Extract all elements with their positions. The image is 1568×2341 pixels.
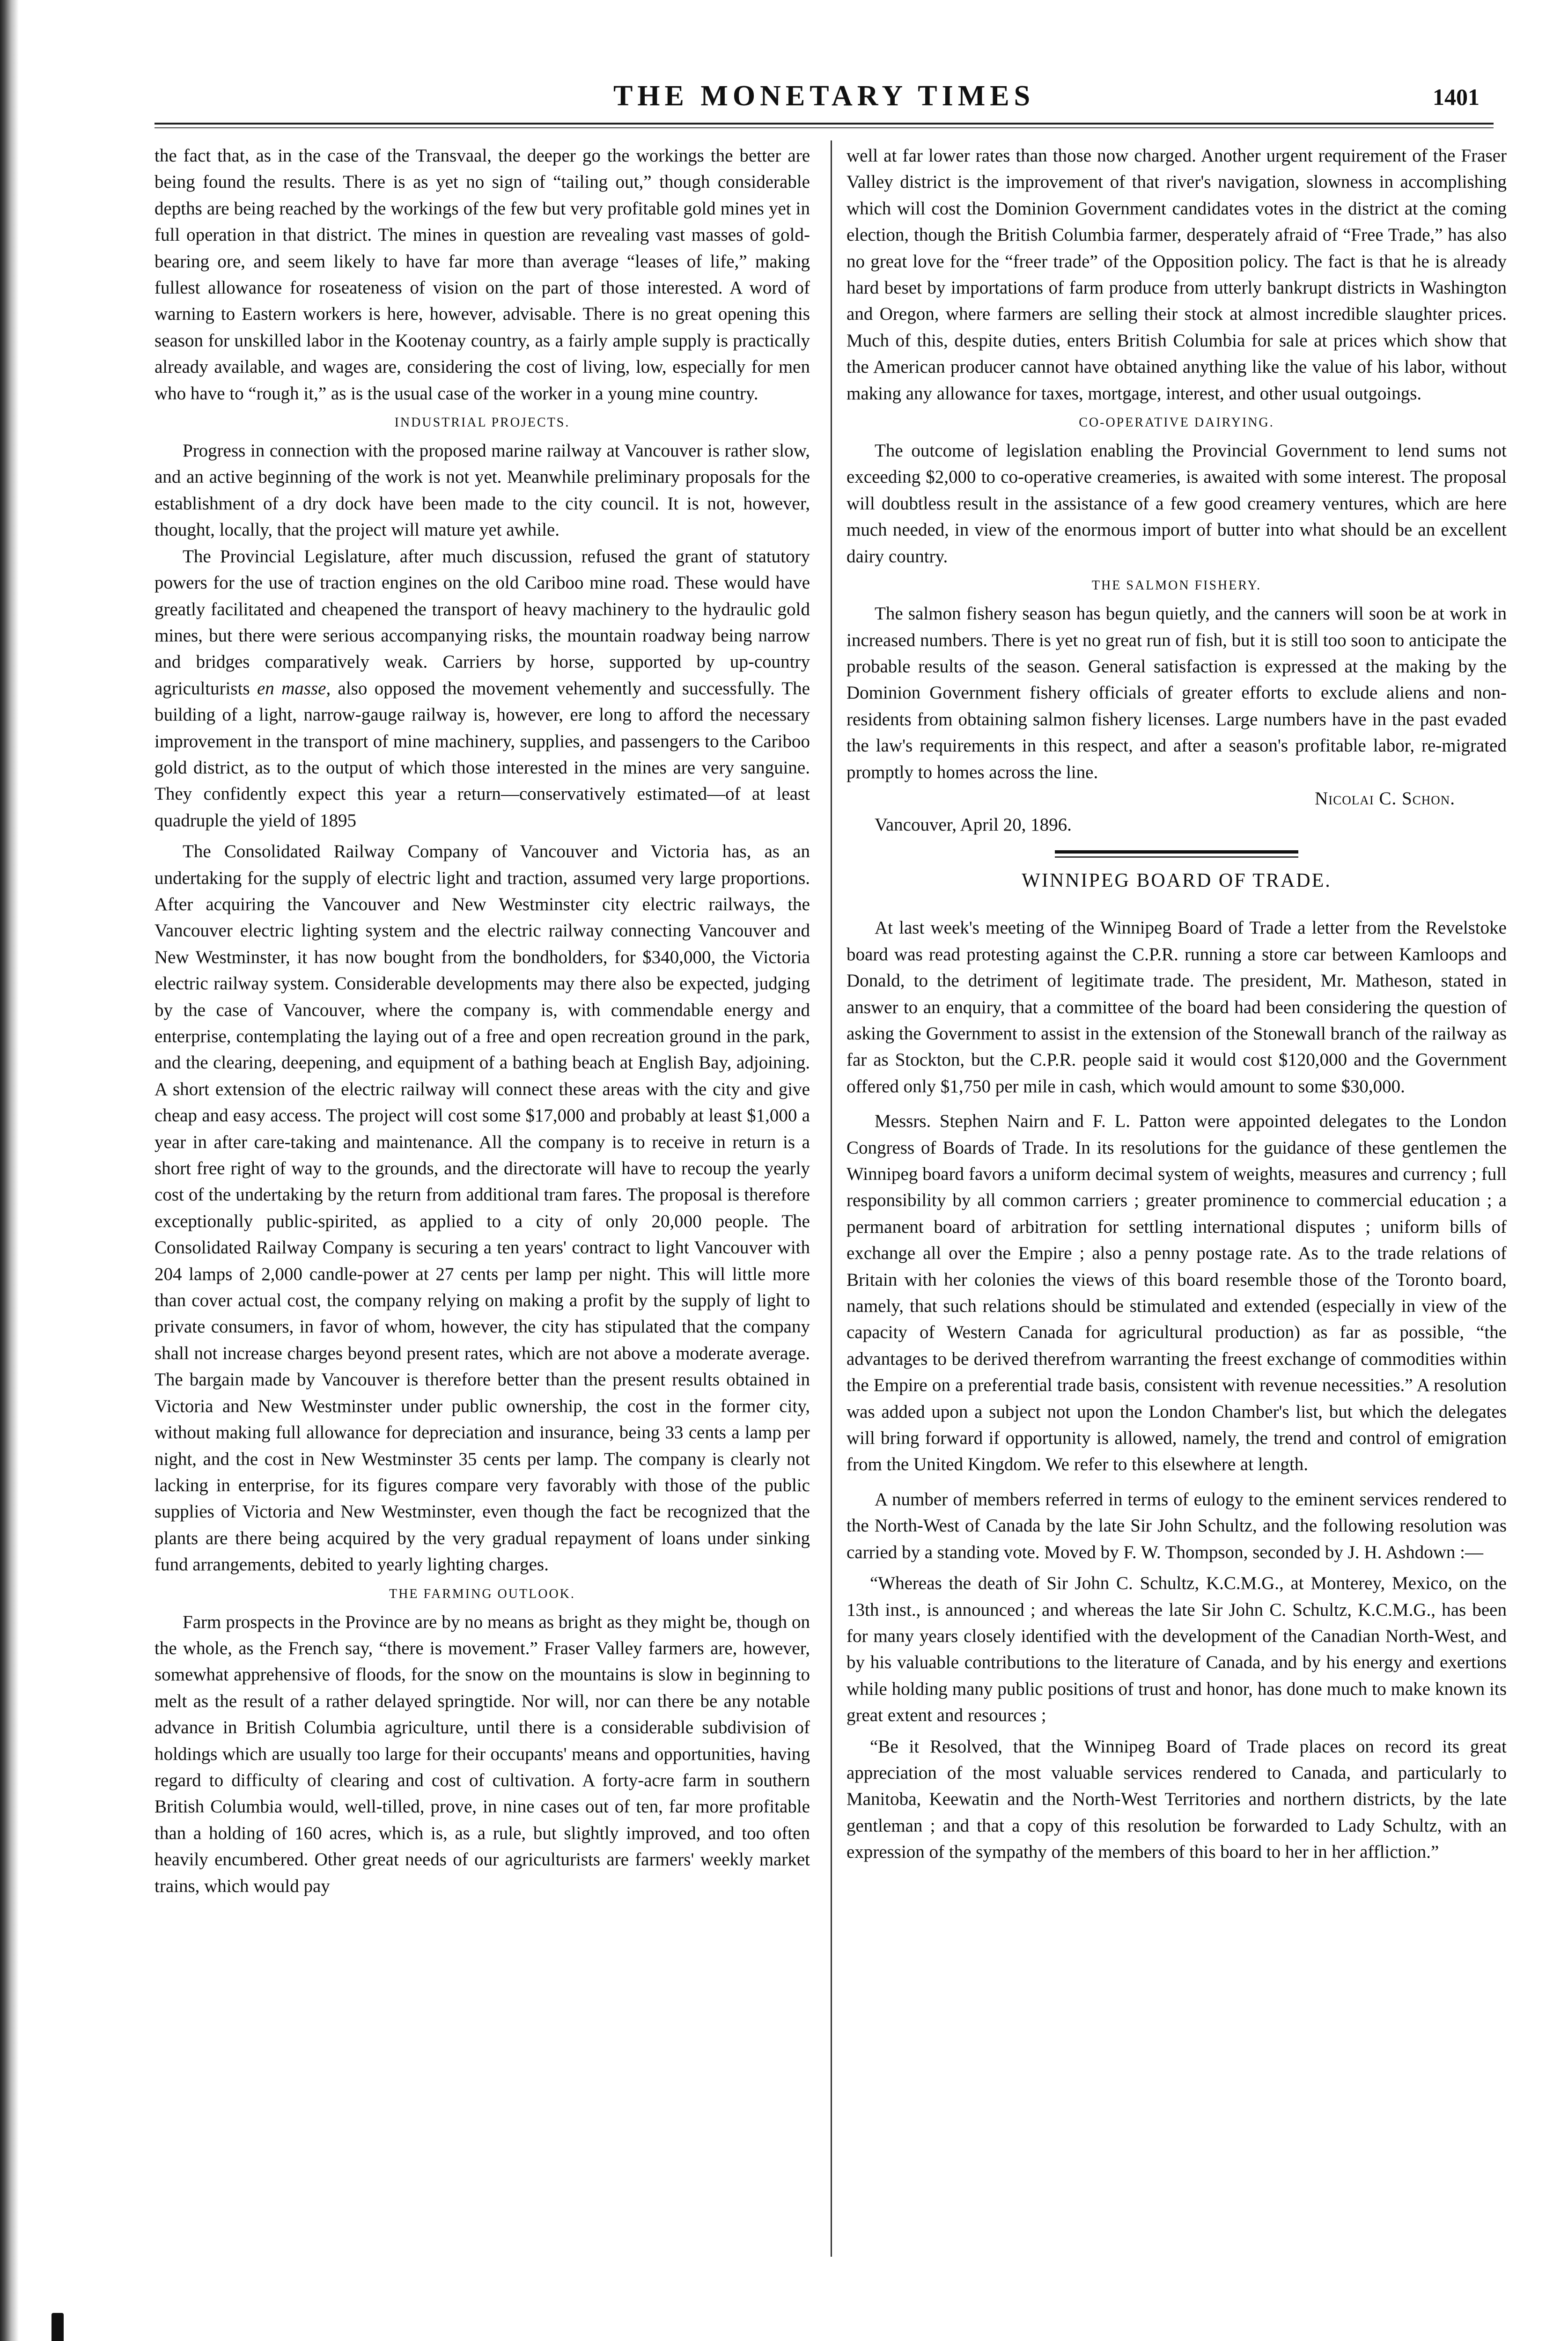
binding-edge: [0, 0, 19, 2341]
page-header: [150, 80, 1498, 117]
dateline: Vancouver, April 20, 1896.: [875, 814, 1072, 835]
paragraph-creameries: The outcome of legislation enabling the Provincial Government to lend sums not exceeding $2,000 to co-operative creameries, is awaited with some interest. The proposal will doubtless result in the assistance of a few good creamery ventures, which are here much needed, in view of the enormous import of butter into what should be an excellent dairy country.: [847, 441, 1507, 567]
signature-row: [847, 786, 1507, 812]
paragraph-farm-prospects: Farm prospects in the Province are by no means as bright as they might be, though on the whole, as the French say, “there is movement.” Fraser Valley farmers are, however, somewhat apprehensive of floods, for the snow on the mountains is slow in beginning to melt as the result of a rather delayed springtide. Nor will, nor can there be any notable advance in British Columbia agriculture, until there is a considerable subdivision of holdings which are usually too large for their occupants' means and opportunities, having regard to difficulty of clearing and cost of cultivation. A forty-acre farm in southern British Columbia would, well-tilled, prove, in nine cases out of ten, far more profitable than a holding of 160 acres, which is, as a rule, but slightly improved, and too often heavily encumbered. Other great needs of our agriculturists are farmers' weekly market trains, which would pay: [155, 1612, 810, 1896]
page-number: 1401: [1433, 84, 1480, 110]
italic-phrase: en masse,: [257, 678, 331, 699]
paragraph-london-delegates: Messrs. Stephen Nairn and F. L. Patton were appointed delegates to the London Congress of Boards of Trade. In its resolutions for the guidance of these gentlemen the Winnipeg board favors a uniform decimal system of weights, measures and currency ; full responsibility by all common carriers ; greater prominence to commercial education ; a permanent board of arbitration for settling international disputes ; uniform bills of exchange all over the Empire ; also a penny postage rate. As to the trade relations of Britain with her colonies the views of this board resemble those of the Toronto board, namely, that such relations should be stimulated and extended (especially in view of the capacity of Western Canada for agricultural production) as far as possible, “the advantages to be derived therefrom warranting the freest exchange of commodities within the Empire on a preferential trade basis, consistent with revenue necessities.” A resolution was added upon a subject not upon the London Chamber's list, but which the delegates will bring forward if opportunity is allowed, namely, the trend and control of emigration from the United Kingdom. We refer to this elsewhere at length.: [847, 1111, 1507, 1475]
section-heading-co-operative-dairying: CO-OPERATIVE DAIRYING.: [1079, 415, 1274, 430]
paragraph-fraser-valley: well at far lower rates than those now charged. Another urgent requirement of the Fraser Valley district is the improvement of that river's navigation, slowness in accomplishing which will cost the Dominion Government candidates votes in the district at the coming election, though the British Columbia farmer, desperately afraid of “Free Trade,” has also no great love for the “freer trade” of the Opposition policy. The fact is that he is already hard beset by importations of farm produce from utterly bankrupt districts in Washington and Oregon, where farmers are selling their stock at almost incredible slaughter prices. Much of this, despite duties, enters British Columbia for sale at prices which show that the American producer cannot have obtained anything like the value of his labor, without making any allowance for taxes, mortgage, interest, and other usual outgoings.: [847, 146, 1507, 404]
page-edge-mark: [52, 2313, 64, 2341]
paragraph-board-meeting: At last week's meeting of the Winnipeg Board of Trade a letter from the Revelstoke board was read protesting against the C.P.R. running a store car between Kamloops and Donald, to the detriment of legitimate trade. The president, Mr. Matheson, stated in answer to an enquiry, that a committee of the board had been considering the question of asking the Government to assist in the extension of the Stonewall branch of the railway as far as Stockton, but the C.P.R. people said it would cost $120,000 and the Government offered only $1,750 per mile in cash, which would amount to some $30,000.: [847, 918, 1507, 1097]
article-heading-winnipeg-board: WINNIPEG BOARD OF TRADE.: [1022, 870, 1332, 892]
author-signature: Nicolai C. Schon.: [1315, 788, 1455, 809]
section-heading-salmon-fishery: THE SALMON FISHERY.: [1091, 578, 1262, 593]
section-heading-industrial-projects: INDUSTRIAL PROJECTS.: [394, 415, 570, 430]
paragraph-text: also opposed the movement vehemently and successfully. The building of a light, narrow-gauge railway is, however, ere long to afford the necessary improvement in the transport of mine machinery, supplies, and passengers to the Cariboo gold district, as to the output of which those interested in the mines are very sanguine. They confidently expect this year a return—conservatively estimated—of at least quadruple the yield of 1895: [155, 678, 810, 831]
paragraph-consolidated-railway: The Consolidated Railway Company of Vancouver and Victoria has, as an undertaking for the supply of electric light and traction, assumed very large proportions. After acquiring the Vancouver and New Westminster city electric railways, the Vancouver electric lighting system and the electric railway connecting Vancouver and New Westminster, it has now bought from the bondholders, for $340,000, the Victoria electric railway system. Considerable developments may there also be expected, judging by the case of Vancouver, where the company is, with commendable energy and enterprise, contemplating the laying out of a free and open recreation ground in the park, and the clearing, deepening, and equipment of a bathing beach at English Bay, adjoining. A short extension of the electric railway will connect these areas with the city and give cheap and easy access. The project will cost some $17,000 and probably at least $1,000 a year in after care-taking and maintenance. All the company is to receive in return is a short free right of way to the grounds, and the directorate will have to recoup the yearly cost of the undertaking by the return from additional tram fares. The proposal is therefore exceptionally public-spirited, as applied to a city of only 20,000 people. The Consolidated Railway Company is securing a ten years' contract to light Vancouver with 204 lamps of 2,000 candle-power at 27 cents per lamp per night. This will little more than cover actual cost, the company relying on making a profit by the supply of light to private consumers, in favor of whom, however, the city has stipulated that the company shall not increase charges beyond present rates, which are not above a moderate average. The bargain made by Vancouver is therefore better than the present results obtained in Victoria and New Westminster under public ownership, the cost in the former city, without making full allowance for depreciation and insurance, being 33 cents a lamp per night, and the cost in New Westminster 35 cents per lamp. The company is clearly not lacking in enterprise, for its figures compare very favorably with those of the public supplies of Victoria and New Westminster, even though the fact be recognized that the plants are there being acquired by the very gradual repayment of loans under sinking fund arrangements, debited to yearly lighting charges.: [155, 841, 810, 1575]
header-rule-thin: [155, 127, 1494, 128]
column-divider: [831, 140, 832, 2257]
right-column: [847, 143, 1507, 1866]
paragraph-marine-railway: Progress in connection with the proposed marine railway at Vancouver is rather slow, and an active beginning of the work is not yet. Meanwhile preliminary proposals for the establishment of a dry dock have been made to the city council. It is not, however, thought, locally, that the project will mature yet awhile.: [155, 441, 810, 540]
left-column: [155, 143, 810, 1899]
masthead-title: THE MONETARY TIMES: [613, 80, 1035, 112]
resolution-whereas: “Whereas the death of Sir John C. Schultz, K.C.M.G., at Monterey, Mexico, on the 13th inst., is announced ; and whereas the late Sir John C. Schultz, K.C.M.G., has been for many years closely identified with the development of the Canadian North-West, and by his valuable contributions to the literature of Canada, and by his energy and exertions while holding many public positions of trust and honor, has done much to make known its great extent and resources ;: [847, 1573, 1507, 1726]
header-rule: [155, 123, 1494, 125]
section-heading-farming-outlook: THE FARMING OUTLOOK.: [389, 1586, 575, 1601]
paragraph-schultz-eulogy: A number of members referred in terms of eulogy to the eminent services rendered to the North-West of Canada by the late Sir John Schultz, and the following resolution was carried by a standing vote. Moved by F. W. Thompson, seconded by J. H. Ashdown :—: [847, 1489, 1507, 1562]
paragraph-salmon-season: The salmon fishery season has begun quietly, and the canners will soon be at work in increased numbers. There is yet no great run of fish, but it is still too soon to anticipate the probable results of the season. General satisfaction is expressed at the making by the Dominion Government fishery officials of greater efforts to exclude aliens and non-residents from obtaining salmon fishery licenses. Large numbers have in the past evaded the law's requirements in this respect, and after a season's profitable labor, re-migrated promptly to homes across the line.: [847, 604, 1507, 782]
paragraph-kootenay-mines: the fact that, as in the case of the Transvaal, the deeper go the workings the better are being found the results. There is as yet no sign of “tailing out,” though considerable depths are being reached by the workings of the few but very profitable gold mines yet in full operation in that district. The mines in question are revealing vast masses of gold-bearing ore, and seem likely to have far more than average “leases of life,” making fullest allowance for roseateness of vision on the part of those interested. A word of warning to Eastern workers is here, however, advisable. There is no great opening this season for unskilled labor in the Kootenay country, as a fairly ample supply is practically already available, and wages are, considering the cost of living, low, especially for men who have to “rough it,” as is the usual case of the worker in a young mine country.: [155, 146, 810, 404]
section-separator-rule-thin: [1055, 856, 1298, 858]
paragraph-text: The Provincial Legislature, after much discussion, refused the grant of statutory powers for the use of traction engines on the old Cariboo mine road. These would have greatly facilitated and cheapened the transport of heavy machinery to the hydraulic gold mines, but there were serious accompanying risks, the mountain roadway being narrow and bridges comparatively weak. Carriers by horse, supported by up-country agriculturists: [155, 546, 810, 699]
resolution-resolved: “Be it Resolved, that the Winnipeg Board of Trade places on record its great appreciation of the most valuable services rendered to Canada, and particularly to Manitoba, Keewatin and the North-West Territories and northern districts, by the late gentleman ; and that a copy of this resolution be forwarded to Lady Schultz, with an expression of the sympathy of the members of this board to her in her affliction.”: [847, 1736, 1507, 1862]
section-separator-rule: [1055, 850, 1298, 854]
paragraph-provincial-legislature: [155, 544, 810, 834]
